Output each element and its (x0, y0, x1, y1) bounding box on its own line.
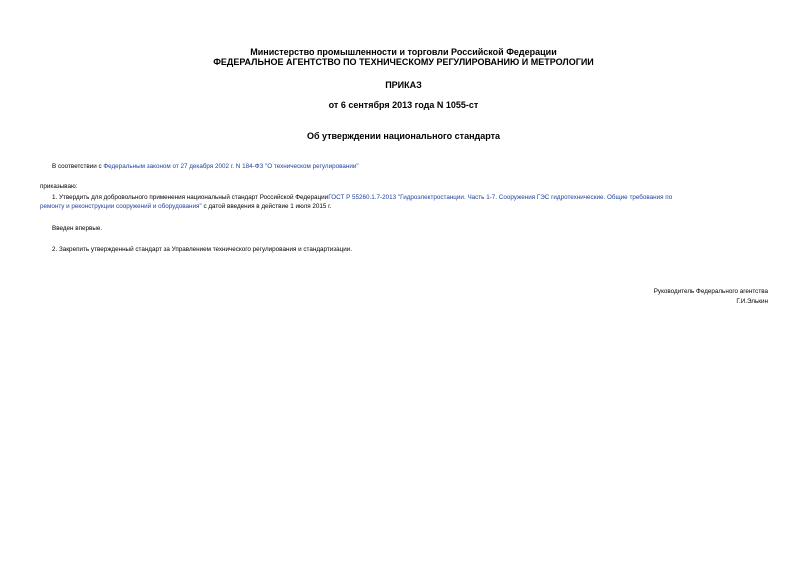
ministry-heading: Министерство промышленности и торговли Российской Федерации (250, 47, 557, 57)
preamble-paragraph (52, 162, 359, 171)
document-date-number: от 6 сентября 2013 года N 1055-ст (328, 100, 479, 110)
gost-standard-link-continued[interactable]: ремонту и реконструкции сооружений и оборудования" (40, 203, 202, 210)
item-1-suffix: с датой введения в действие 1 июля 2015 г. (201, 203, 332, 210)
item-1-line-2 (40, 202, 331, 211)
signatory-position: Руководитель Федерального агентства (653, 288, 768, 295)
item-1-line-1 (52, 193, 672, 202)
federal-law-link[interactable]: Федеральным законом от 27 декабря 2002 г. N 184-ФЗ "О техническом регулировании" (103, 163, 359, 170)
introduced-note: Введен впервые. (52, 225, 103, 232)
item-1-prefix: 1. Утвердить для добровольного применения национальный стандарт Российской Федерации (52, 194, 329, 201)
signatory-name: Г.И.Элькин (736, 298, 768, 305)
item-2-paragraph: 2. Закрепить утвержденный стандарт за Управлением технического регулирования и стандартизации. (52, 246, 353, 253)
document-subject: Об утверждении национального стандарта (306, 131, 501, 141)
order-word: приказываю: (40, 183, 78, 190)
agency-heading: ФЕДЕРАЛЬНОЕ АГЕНТСТВО ПО ТЕХНИЧЕСКОМУ РЕГУЛИРОВАНИЮ И МЕТРОЛОГИИ (213, 57, 594, 67)
document-type-heading: ПРИКАЗ (385, 80, 422, 90)
gost-standard-link[interactable]: ГОСТ Р 55260.1.7-2013 "Гидроэлектростанции. Часть 1-7. Сооружения ГЭС гидротехнические. Общие требования по (328, 194, 673, 201)
preamble-prefix: В соответствии с (52, 163, 104, 170)
